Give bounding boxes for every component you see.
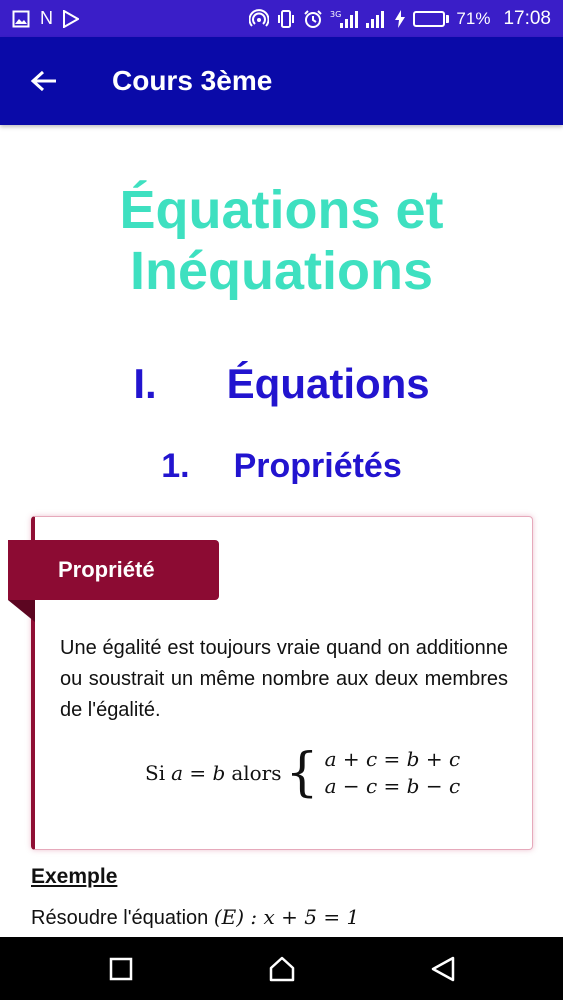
example-heading: Exemple bbox=[31, 865, 118, 888]
recent-apps-button[interactable] bbox=[91, 944, 151, 994]
vibrate-icon bbox=[276, 9, 296, 29]
gallery-icon bbox=[12, 10, 30, 28]
section-heading bbox=[0, 360, 563, 408]
property-text: Une égalité est toujours vraie quand on additionne ou soustrait un même nombre aux deux membres de l'égalité. bbox=[60, 637, 508, 721]
property-tag-fold bbox=[8, 600, 35, 622]
subsection-number: 1. bbox=[161, 447, 190, 485]
status-bar bbox=[0, 0, 563, 37]
example-equation: (E) : x + 5 = 1 bbox=[213, 905, 360, 929]
lesson-content[interactable] bbox=[0, 125, 563, 937]
app-title: Cours 3ème bbox=[112, 65, 273, 96]
lesson-title: Équations et Inéquations bbox=[119, 180, 444, 301]
subsection-title: Propriétés bbox=[233, 447, 402, 485]
section-number: I. bbox=[133, 360, 157, 407]
hotspot-icon bbox=[249, 9, 269, 29]
signal-3g-icon bbox=[330, 9, 358, 29]
back-nav-button[interactable] bbox=[413, 944, 473, 994]
arrow-back-icon bbox=[30, 69, 58, 93]
square-icon bbox=[109, 957, 133, 981]
clock: 17:08 bbox=[503, 7, 551, 29]
battery-percent: 71% bbox=[456, 8, 491, 28]
home-button[interactable] bbox=[252, 944, 312, 994]
notification-n-icon: N bbox=[40, 8, 53, 28]
example-text: Résoudre l'équation (E) : x + 5 = 1 bbox=[31, 905, 360, 929]
app-bar bbox=[0, 37, 563, 125]
home-icon bbox=[268, 956, 296, 982]
alarm-icon bbox=[303, 9, 323, 29]
formula-cases: a + c = b + c a − c = b − c bbox=[324, 747, 461, 798]
triangle-back-icon bbox=[430, 956, 456, 982]
property-tag: Propriété bbox=[8, 540, 219, 600]
back-button[interactable] bbox=[20, 57, 68, 105]
charging-icon bbox=[394, 10, 406, 28]
signal-icon bbox=[365, 9, 387, 29]
svg-text:3G: 3G bbox=[330, 9, 342, 19]
curly-brace-icon: { bbox=[285, 743, 319, 803]
section-title: Équations bbox=[226, 360, 430, 407]
property-formula: Si a = b alors { a + c = b + c a − c = b − c bbox=[145, 743, 461, 803]
play-store-icon bbox=[63, 10, 79, 28]
subsection-heading bbox=[0, 447, 563, 486]
navigation-bar bbox=[0, 937, 563, 1000]
battery-icon bbox=[413, 11, 449, 27]
